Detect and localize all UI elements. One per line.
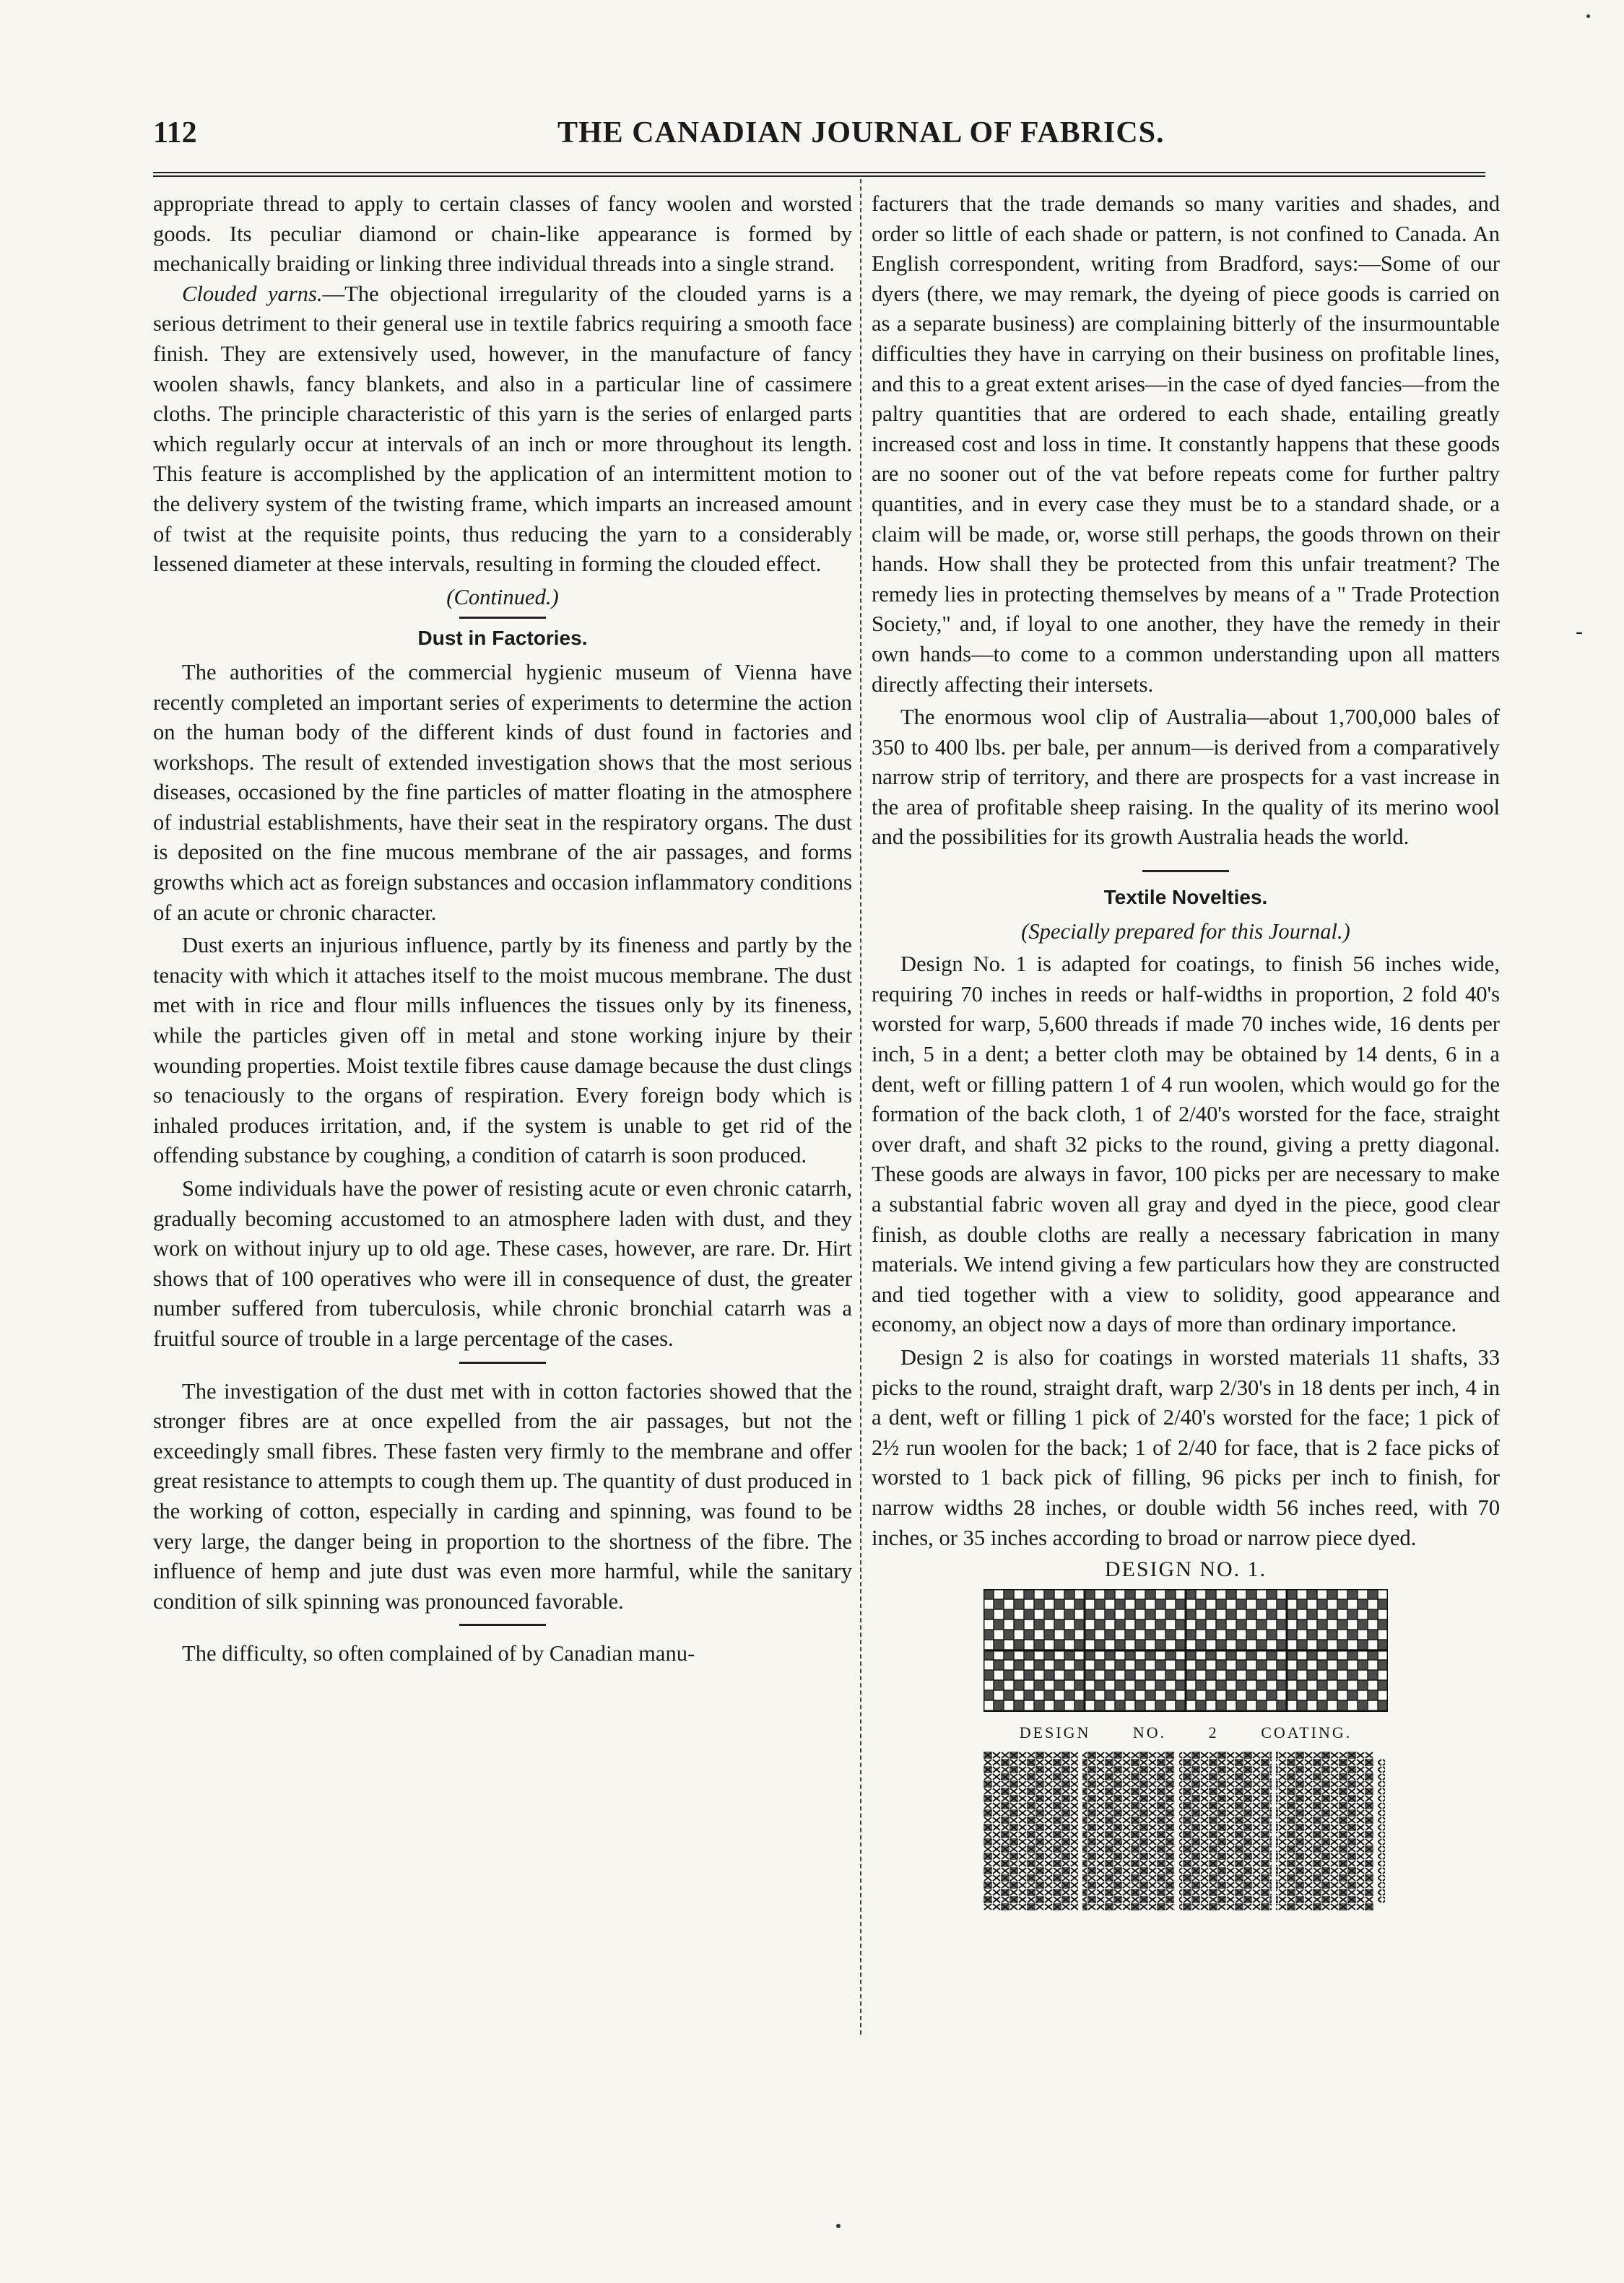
journal-title: THE CANADIAN JOURNAL OF FABRICS.	[557, 116, 1165, 149]
paragraph: facturers that the trade demands so many varities and shades, and order so little of each shade or pattern, is not confined to Canada. An English correspondent, writing from Bradford, says:—Some of our dyers (there, we may remark, the dyeing of piece goods is carried on as a separate business) are complaining bitterly of the insurmountable difficulties they have in carrying on their business on profitable lines, and this to a great extent arises—in the case of dyed fancies—from the paltry quantities that are ordered to each shade, entailing greatly increased cost and loss in time. It constantly happens that these goods are no sooner out of the vat before repeats come for further paltry quantities, and in every case they must be to a standard shade, or a claim will be made, or, worse still perhaps, the goods thrown on their hands. How shall they be protected from this unfair treatment? The remedy lies in protecting themselves by means of a " Trade Protection Society," and, if loyal to one another, they have the remedy in their own hands—to come to a common understanding upon all matters directly affecting their intersets.	[872, 191, 1500, 697]
clouded-yarns-title: Clouded yarns.	[182, 281, 323, 306]
paragraph: The authorities of the commercial hygienic museum of Vienna have recently completed an important series of experiments to determine the action on the human body of the different kinds of dust found in factories and workshops. The result of extended investigation shows that the most serious diseases, occasioned by the fine particles of matter floating in the atmosphere of industrial establishments, have their seat in the respiratory organs. The dust is deposited on the fine mucous membrane of the air passages, and forms growths which act as foreign substances and occasion inflammatory conditions of an acute or chronic character.	[153, 659, 852, 925]
section-rule	[459, 1624, 546, 1626]
dust-heading: Dust in Factories.	[417, 627, 588, 650]
paragraph: Design No. 1 is adapted for coatings, to finish 56 inches wide, requiring 70 inches in reeds or half-widths in proportion, 2 fold 40's worsted for warp, 5,600 threads if made 70 inches wide, 16 dents per inch, 5 in a dent; a better cloth may be obtained by 14 dents, 6 in a dent, weft or filling pattern 1 of 4 run woolen, which would go for the formation of the back cloth, 1 of 2/40's worsted for the face, straight over draft, and shaft 32 picks to the round, giving a pretty diagonal. These goods are always in favor, 100 picks per are necessary to make a substantial fabric woven all gray and dyed in the piece, good clear finish, as double cloths are really a necessary fabrication in many materials. We intend giving a few particulars how they are constructed and tied together with a view to solidity, good appearance and economy, an object now a days of more than ordinary importance.	[872, 952, 1500, 1337]
page-header	[153, 116, 1485, 166]
column-divider	[860, 179, 861, 2035]
novelties-heading: Textile Novelties.	[1103, 886, 1268, 909]
header-rule	[153, 172, 1485, 177]
page-number: 112	[153, 116, 197, 149]
paragraph: The investigation of the dust met with in cotton factories showed that the stronger fibres are at once expelled from the air passages, but not the exceedingly small fibres. These fasten very firmly to the membrane and offer great resistance to attempts to cough them up. The quantity of dust produced in the working of cotton, especially in carding and spinning, was found to be very large, the danger being in proportion to the shortness of the fibre. The influence of hemp and jute dust was even more harmful, while the sanitary condition of silk spinning was pronounced favorable.	[153, 1378, 853, 1614]
design-2-label	[872, 1718, 1500, 1748]
continued-note: (Continued.)	[446, 584, 559, 609]
paragraph	[153, 279, 852, 580]
design-2-label-c: COATING.	[1261, 1723, 1352, 1741]
design-2-label-b: NO. 2	[1132, 1723, 1219, 1741]
paragraph: Design 2 is also for coatings in worsted materials 11 shafts, 33 picks to the round, straight draft, warp 2/30's in 18 dents per inch, 4 in a dent, weft or filling 1 pick of 2/40's worsted for the face; 1 pick of 2½ run woolen for the back; 1 of 2/40 for face, that is 2 face picks of worsted to 1 back pick of filling, 96 picks per inch to finish, for narrow widths 28 inches, or double width 56 inches reed, with 70 inches, or 35 inches according to broad or narrow piece dyed.	[872, 1344, 1500, 1550]
section-rule	[459, 1362, 546, 1364]
novelties-subheading: (Specially prepared for this Journal.)	[1021, 918, 1350, 944]
left-column	[153, 189, 852, 1669]
design-1-pattern	[983, 1589, 1388, 1712]
margin-mark: -	[1576, 619, 1583, 643]
speck	[836, 2224, 841, 2228]
paragraph: The difficulty, so often complained of by Canadian manu-	[182, 1641, 695, 1666]
speck	[1586, 14, 1590, 18]
right-column	[872, 189, 1500, 1910]
clouded-yarns-body: —The objectional irregularity of the clouded yarns is a serious detriment to their general use in textile fabrics requiring a smooth face finish. They are extensively used, however, in the manufacture of fancy woolen shawls, fancy blankets, and also in a particular line of cassimere cloths. The principle characteristic of this yarn is the series of enlarged parts which regularly occur at intervals of an inch or more throughout its length. This feature is accomplished by the application of an intermittent motion to the delivery system of the twisting frame, which imparts an increased amount of twist at the requisite points, thus reducing the yarn to a considerably lessened diameter at these intervals, resulting in forming the clouded effect.	[153, 281, 852, 577]
paragraph: appropriate thread to apply to certain classes of fancy woolen and worsted goods. Its peculiar diamond or chain-like appearance is formed by mechanically braiding or linking three individual threads into a single strand.	[153, 191, 852, 277]
section-rule	[1142, 870, 1229, 872]
paragraph: The enormous wool clip of Australia—about 1,700,000 bales of 350 to 400 lbs. per bale, per annum—is derived from a comparatively narrow strip of territory, and there are prospects for a vast increase in the area of profitable sheep raising. In the quality of its merino wool and the possibilities for its growth Australia heads the world.	[872, 705, 1500, 850]
design-2-pattern	[983, 1752, 1388, 1910]
section-rule	[459, 617, 546, 619]
paragraph: Some individuals have the power of resisting acute or even chronic catarrh, gradually becoming accustomed to an atmosphere laden with dust, and they work on without injury up to old age. These cases, however, are rare. Dr. Hirt shows that of 100 operatives who were ill in consequence of dust, the greater number suffered from tuberculosis, while chronic bronchial catarrh was a fruitful source of trouble in a large percentage of the cases.	[153, 1176, 852, 1351]
design-1-label: DESIGN NO. 1.	[1104, 1557, 1267, 1582]
paragraph: Dust exerts an injurious influence, partly by its fineness and partly by the tenacity with which it attaches itself to the moist mucous membrane. The dust met with in rice and flour mills influences the tissues only by its fineness, while the particles given off in metal and stone working injure by their wounding properties. Moist textile fibres cause damage because the dust clings so tenaciously to the organs of respiration. Every foreign body which is inhaled produces irritation, and, if the system is unable to get rid of the offending substance by coughing, a condition of catarrh is soon produced.	[153, 933, 852, 1168]
design-2-label-a: DESIGN	[1019, 1723, 1091, 1741]
